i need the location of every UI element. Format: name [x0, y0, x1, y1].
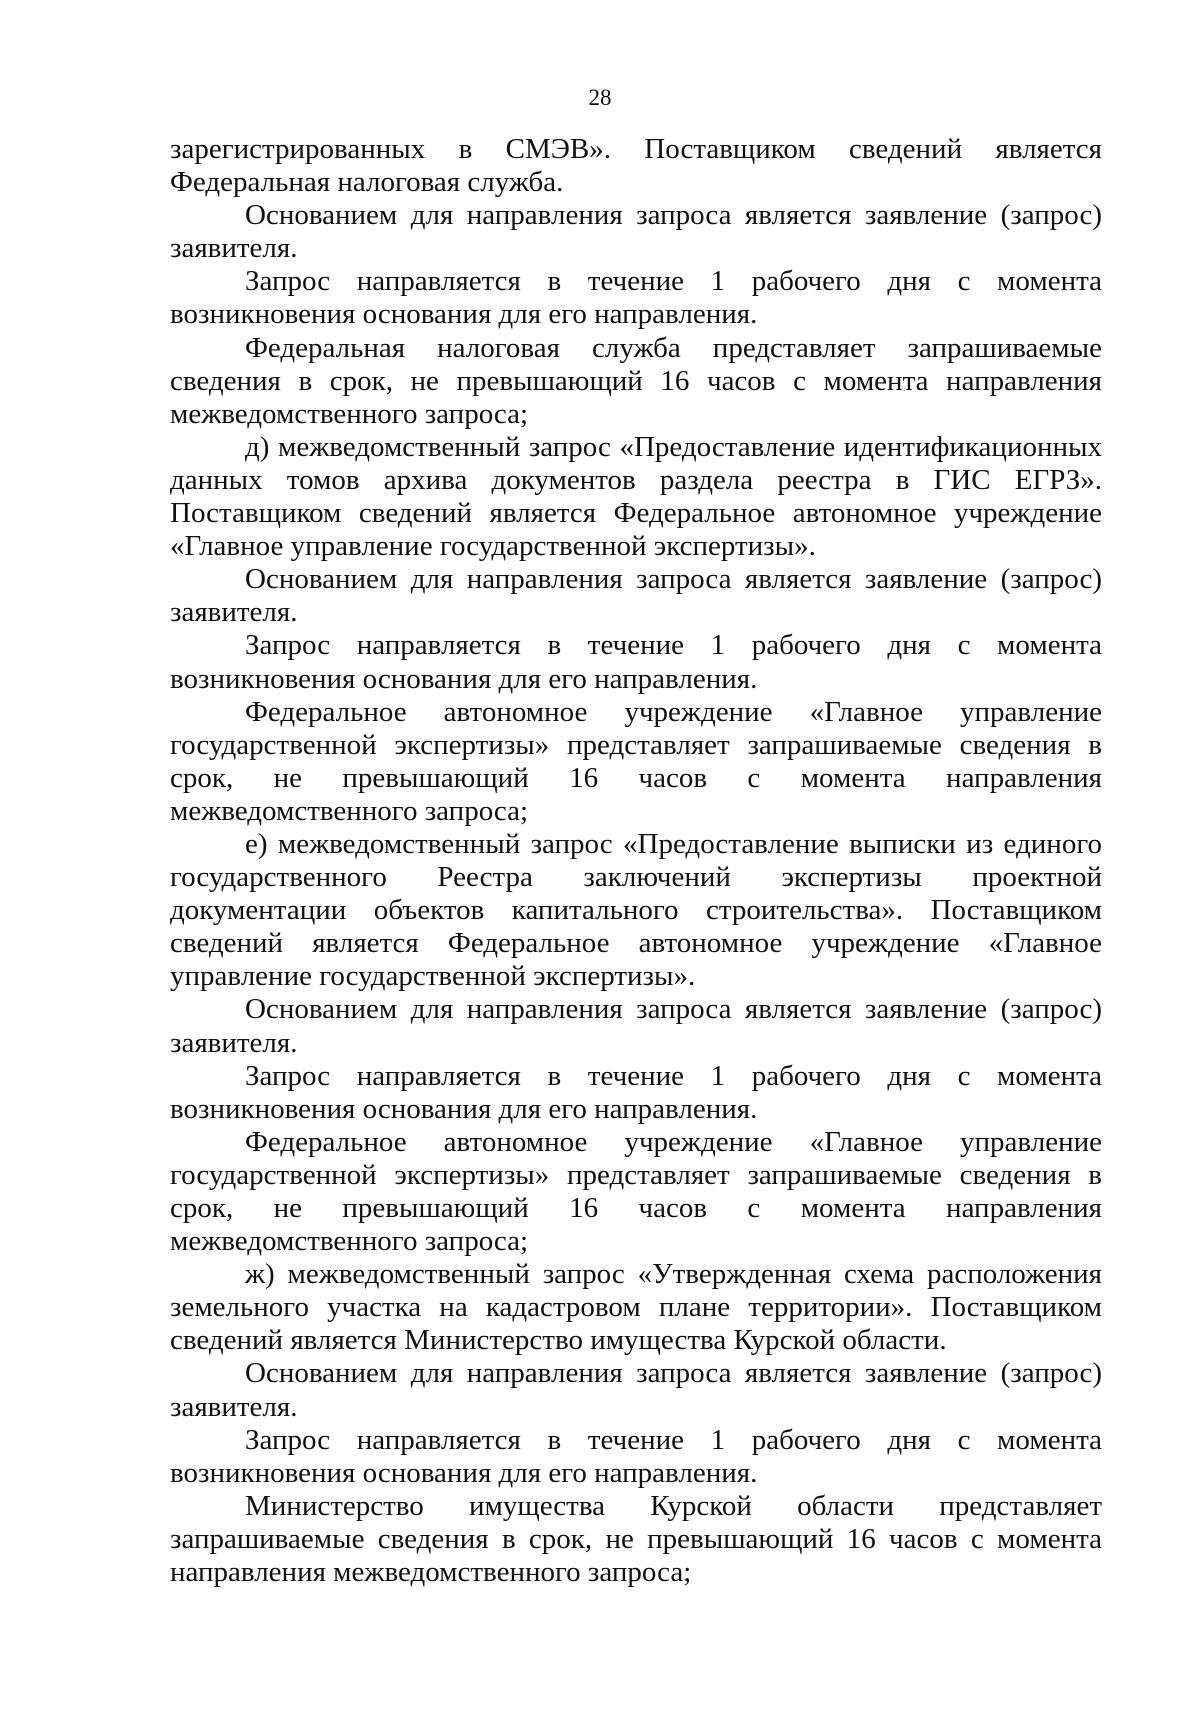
paragraph: зарегистрированных в СМЭВ». Поставщиком сведений является Федеральная налоговая служба.	[170, 133, 1102, 199]
paragraph: Федеральное автономное учреждение «Главное управление государственной экспертизы» представляет запрашиваемые сведения в срок, не превышающий 16 часов с момента направления межведомственного запроса;	[170, 1125, 1102, 1258]
paragraph: Основанием для направления запроса является заявление (запрос) заявителя.	[170, 1357, 1102, 1423]
paragraph: Федеральное автономное учреждение «Главное управление государственной экспертизы» представляет запрашиваемые сведения в срок, не превышающий 16 часов с момента направления межведомственного запроса;	[170, 695, 1102, 827]
paragraph: д) межведомственный запрос «Предоставление идентификационных данных томов архива документов раздела реестра в ГИС ЕГРЗ». Поставщиком сведений является Федеральное автономное учреждение «Главное управление государственной экспертизы».	[170, 430, 1102, 563]
paragraph: Министерство имущества Курской области представляет запрашиваемые сведения в срок, не превышающий 16 часов с момента направления межведомственного запроса;	[170, 1489, 1102, 1589]
paragraph: е) межведомственный запрос «Предоставление выписки из единого государственного Реестра заключений экспертизы проектной документации объектов капитального строительства». Поставщиком сведений является Федеральное автономное учреждение «Главное управление государственной экспертизы».	[170, 827, 1102, 993]
paragraph: Запрос направляется в течение 1 рабочего дня с момента возникновения основания для его направления.	[170, 629, 1102, 695]
paragraph: Федеральная налоговая служба представляет запрашиваемые сведения в срок, не превышающий 16 часов с момента направления межведомственного запроса;	[170, 331, 1102, 430]
paragraph: Основанием для направления запроса является заявление (запрос) заявителя.	[170, 993, 1102, 1059]
paragraph: Основанием для направления запроса является заявление (запрос) заявителя.	[170, 563, 1102, 629]
page-number: 28	[588, 85, 612, 110]
document-body	[170, 133, 1102, 1589]
paragraph: ж) межведомственный запрос «Утвержденная схема расположения земельного участка на кадастровом плане территории». Поставщиком сведений является Министерство имущества Курской области.	[170, 1258, 1102, 1357]
paragraph: Основанием для направления запроса является заявление (запрос) заявителя.	[170, 199, 1102, 265]
paragraph: Запрос направляется в течение 1 рабочего дня с момента возникновения основания для его направления.	[170, 1059, 1102, 1125]
paragraph: Запрос направляется в течение 1 рабочего дня с момента возникновения основания для его направления.	[170, 265, 1102, 331]
paragraph: Запрос направляется в течение 1 рабочего дня с момента возникновения основания для его направления.	[170, 1423, 1102, 1489]
